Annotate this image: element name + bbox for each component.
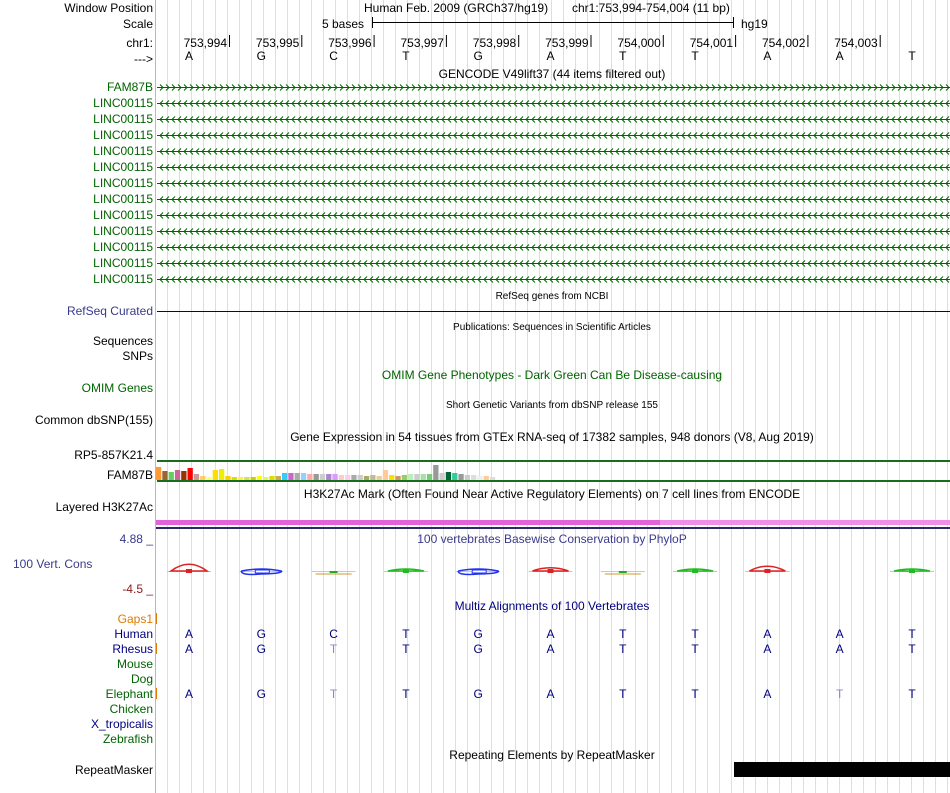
- cons-mark-core: [403, 569, 409, 573]
- gtex-tissue-bar: [465, 475, 470, 480]
- aligned-base: A: [184, 627, 194, 641]
- gtex-tissue-bar: [332, 474, 337, 480]
- gtex-tissue-bar: [377, 476, 382, 480]
- grid-lines: [168, 0, 948, 793]
- aligned-base: A: [763, 627, 772, 641]
- species-label[interactable]: Zebrafish: [102, 732, 153, 746]
- species-label[interactable]: Elephant: [105, 687, 153, 701]
- base-letter: A: [546, 49, 555, 63]
- base-letter: A: [184, 49, 194, 63]
- refseq-track-label[interactable]: RefSeq Curated: [66, 304, 153, 318]
- cons-track-title: 100 vertebrates Basewise Conservation by PhyloP: [417, 532, 687, 546]
- aligned-base: G: [256, 627, 266, 641]
- gtex-tissue-bar: [433, 465, 438, 480]
- cons-mark-core: [909, 569, 915, 573]
- gene-label[interactable]: LINC00115: [93, 128, 153, 142]
- aligned-base: A: [835, 627, 844, 641]
- base-letter: T: [691, 49, 699, 63]
- coordinate-label: 753,995: [255, 36, 300, 50]
- db-label: hg19: [741, 17, 768, 31]
- h3k27ac-track-label[interactable]: Layered H3K27Ac: [55, 500, 153, 514]
- aligned-base: T: [908, 627, 916, 641]
- gtex-tissue-bar: [219, 469, 224, 480]
- aligned-base: T: [329, 642, 338, 656]
- coordinate-label: 753,999: [545, 36, 589, 50]
- aligned-base: T: [908, 642, 916, 656]
- aligned-base: G: [256, 642, 266, 656]
- gtex-tissue-bar: [169, 472, 174, 480]
- gtex-tissue-bar: [358, 475, 363, 480]
- gene-label[interactable]: LINC00115: [93, 192, 153, 206]
- gene-label[interactable]: LINC00115: [93, 112, 153, 126]
- gtex-tissue-bar: [213, 470, 218, 480]
- gene-label[interactable]: LINC00115: [93, 144, 153, 158]
- gene-label[interactable]: LINC00115: [93, 208, 153, 222]
- gtex-tissue-bar: [282, 473, 287, 480]
- aligned-base: T: [619, 642, 627, 656]
- coordinate-label: 753,996: [328, 36, 372, 50]
- base-letter: A: [835, 49, 844, 63]
- aligned-base: T: [691, 687, 699, 701]
- gene-label[interactable]: LINC00115: [93, 240, 153, 254]
- gene-label[interactable]: LINC00115: [93, 256, 153, 270]
- gtex-tissue-bar: [288, 473, 293, 480]
- gtex-tissue-bar: [314, 474, 319, 480]
- gene-feature[interactable]: [157, 117, 950, 123]
- base-letter: G: [473, 49, 483, 63]
- gtex-tissue-bar: [320, 474, 325, 480]
- cons-mark-core: [764, 569, 770, 573]
- cons-max-label: 4.88 _: [119, 532, 153, 546]
- scale-label: Scale: [122, 17, 153, 31]
- species-label[interactable]: X_tropicalis: [90, 717, 153, 731]
- gene-feature[interactable]: [157, 277, 950, 283]
- gtex-gene-label-2[interactable]: FAM87B: [106, 468, 153, 482]
- aligned-base: A: [546, 687, 555, 701]
- gtex-tissue-bar: [156, 467, 161, 480]
- coordinate-label: 754,003: [834, 36, 878, 50]
- gtex-tissue-bar: [471, 475, 476, 480]
- cons-mark-core: [255, 570, 269, 573]
- gtex-tissue-bar: [295, 473, 300, 480]
- gtex-tissue-bar: [244, 477, 249, 480]
- gtex-tissue-bar: [414, 474, 419, 480]
- chrom-label: chr1:: [126, 36, 153, 50]
- gtex-tissue-bar: [200, 476, 205, 480]
- cons-track-label[interactable]: 100 Vert. Cons: [13, 557, 93, 571]
- aligned-base: T: [402, 687, 410, 701]
- omim-track-label[interactable]: OMIM Genes: [81, 381, 153, 395]
- gtex-tissue-bar: [345, 475, 350, 480]
- gtex-tissue-bar: [452, 473, 457, 480]
- gtex-tissue-bar: [395, 476, 400, 480]
- repeatmasker-track-title: Repeating Elements by RepeatMasker: [449, 748, 655, 762]
- gtex-tissue-bar: [188, 468, 193, 480]
- gtex-tissue-bar: [251, 477, 256, 480]
- gtex-tissue-bar: [326, 474, 331, 480]
- publications-snps-label[interactable]: SNPs: [122, 349, 153, 363]
- gtex-tissue-bar: [383, 470, 388, 480]
- aligned-base: A: [835, 642, 844, 656]
- aligned-base: A: [184, 642, 194, 656]
- aligned-base: A: [763, 642, 772, 656]
- base-letter: T: [402, 49, 410, 63]
- gene-label[interactable]: FAM87B: [106, 80, 153, 94]
- cons-mark-core: [186, 569, 192, 573]
- gtex-tissue-bar: [446, 472, 451, 480]
- publications-sequences-label[interactable]: Sequences: [92, 334, 153, 348]
- h3k27ac-signal-tail: [660, 520, 950, 525]
- gtex-gene-label-1[interactable]: RP5-857K21.4: [74, 448, 153, 462]
- coordinate-label: 753,997: [400, 36, 444, 50]
- omim-track-title: OMIM Gene Phenotypes - Dark Green Can Be Disease-causing: [381, 368, 723, 382]
- gtex-tissue-bar: [257, 476, 262, 480]
- aligned-base: C: [329, 627, 338, 641]
- base-letter: C: [329, 49, 338, 63]
- aligned-base: T: [619, 687, 627, 701]
- aligned-base: G: [256, 687, 266, 701]
- gene-label[interactable]: LINC00115: [93, 160, 153, 174]
- gene-feature[interactable]: [157, 149, 950, 155]
- species-label[interactable]: Chicken: [109, 702, 153, 716]
- window-position-label: Window Position: [64, 1, 153, 15]
- gene-label[interactable]: LINC00115: [93, 272, 153, 286]
- cons-mark-core: [548, 569, 554, 573]
- position-readout: chr1:753,994-754,004 (11 bp): [572, 1, 730, 15]
- cons-negative-mark: [330, 571, 338, 573]
- gtex-tissue-bar: [307, 474, 312, 480]
- gene-label[interactable]: LINC00115: [93, 224, 153, 238]
- gene-feature[interactable]: [157, 197, 950, 203]
- gtex-tissue-bar: [181, 471, 186, 480]
- gtex-tissue-bar: [263, 477, 268, 480]
- aligned-base: A: [546, 627, 555, 641]
- gene-label[interactable]: LINC00115: [93, 96, 153, 110]
- species-label[interactable]: Gaps1: [117, 612, 153, 626]
- coordinate-label: 754,001: [689, 36, 734, 50]
- repeatmasker-element: [734, 762, 950, 777]
- gtex-tissue-bar: [484, 476, 489, 480]
- base-letter: G: [256, 49, 266, 63]
- aligned-base: T: [619, 627, 627, 641]
- multiz-track-title: Multiz Alignments of 100 Vertebrates: [454, 599, 650, 613]
- gene-feature[interactable]: [157, 261, 950, 267]
- base-letter: A: [763, 49, 772, 63]
- gtex-tissue-bar: [370, 475, 375, 480]
- gene-label[interactable]: LINC00115: [93, 176, 153, 190]
- gtex-tissue-bar: [238, 477, 243, 480]
- gene-feature[interactable]: [157, 245, 950, 251]
- coordinate-label: 753,998: [472, 36, 517, 50]
- coordinate-label: 753,994: [183, 36, 227, 50]
- gene-feature[interactable]: [157, 165, 950, 171]
- cons-mark-core: [692, 569, 698, 573]
- gtex-tissue-bar: [301, 473, 306, 480]
- gene-feature[interactable]: [157, 101, 950, 107]
- dbsnp-track-label[interactable]: Common dbSNP(155): [34, 413, 153, 427]
- h3k27ac-track-title: H3K27Ac Mark (Often Found Near Active Regulatory Elements) on 7 cell lines from ENCODE: [303, 487, 801, 501]
- scale-text: 5 bases: [322, 17, 365, 31]
- refseq-track-title: RefSeq genes from NCBI: [495, 291, 609, 302]
- gtex-track-title: Gene Expression in 54 tissues from GTEx RNA-seq of 17382 samples, 948 donors (V8, Aug 2019): [290, 430, 814, 444]
- species-label[interactable]: Rhesus: [112, 642, 153, 656]
- species-label[interactable]: Dog: [130, 672, 153, 686]
- aligned-base: T: [329, 687, 338, 701]
- strand-label: --->: [134, 52, 153, 66]
- gtex-tissue-bar: [427, 474, 432, 480]
- repeatmasker-track-label[interactable]: RepeatMasker: [74, 763, 153, 777]
- cons-min-label: -4.5 _: [122, 582, 153, 596]
- aligned-base: A: [763, 687, 772, 701]
- gtex-tissue-bar: [389, 475, 394, 480]
- gtex-tissue-bar: [364, 476, 369, 480]
- aligned-base: A: [184, 687, 194, 701]
- gtex-tissue-bar: [490, 477, 495, 480]
- gene-feature[interactable]: [157, 181, 950, 187]
- gencode-track-title: GENCODE V49lift37 (44 items filtered out): [438, 67, 666, 81]
- gtex-tissue-bar: [162, 471, 167, 480]
- aligned-base: T: [402, 642, 410, 656]
- gtex-tissue-bar: [477, 476, 482, 480]
- aligned-base: T: [691, 642, 699, 656]
- cons-mark-core: [472, 570, 486, 573]
- assembly-title: Human Feb. 2009 (GRCh37/hg19): [364, 1, 549, 15]
- gene-feature[interactable]: [157, 133, 950, 139]
- gtex-tissue-bar: [232, 477, 237, 480]
- aligned-base: G: [473, 687, 483, 701]
- gtex-tissue-bar: [206, 477, 211, 480]
- gtex-tissue-bar: [458, 474, 463, 480]
- gtex-tissue-bar: [351, 475, 356, 480]
- gene-feature[interactable]: [157, 229, 950, 235]
- gtex-tissue-bar: [440, 473, 445, 480]
- gene-feature[interactable]: [157, 213, 950, 219]
- species-label[interactable]: Mouse: [116, 657, 153, 671]
- aligned-base: T: [402, 627, 410, 641]
- gtex-tissue-bar: [194, 474, 199, 480]
- aligned-base: T: [836, 687, 844, 701]
- aligned-base: T: [691, 627, 699, 641]
- base-letter: T: [908, 49, 916, 63]
- cons-negative-mark: [619, 571, 627, 573]
- gtex-tissue-bar: [175, 470, 180, 480]
- aligned-base: G: [473, 642, 483, 656]
- gtex-tissue-bar: [339, 475, 344, 480]
- coordinate-label: 754,000: [617, 36, 661, 50]
- gtex-tissue-bar: [421, 474, 426, 480]
- gtex-tissue-bar: [225, 476, 230, 480]
- aligned-base: T: [908, 687, 916, 701]
- gtex-tissue-bar: [269, 476, 274, 480]
- base-letter: T: [619, 49, 627, 63]
- gtex-tissue-bar: [402, 475, 407, 480]
- aligned-base: G: [473, 627, 483, 641]
- coordinate-label: 754,002: [762, 36, 806, 50]
- gtex-tissue-bar: [408, 474, 413, 480]
- aligned-base: A: [546, 642, 555, 656]
- dbsnp-track-title: Short Genetic Variants from dbSNP release 155: [446, 400, 658, 411]
- gtex-tissue-bar: [276, 476, 281, 480]
- species-label[interactable]: Human: [114, 627, 153, 641]
- publications-track-title: Publications: Sequences in Scientific Articles: [453, 322, 651, 333]
